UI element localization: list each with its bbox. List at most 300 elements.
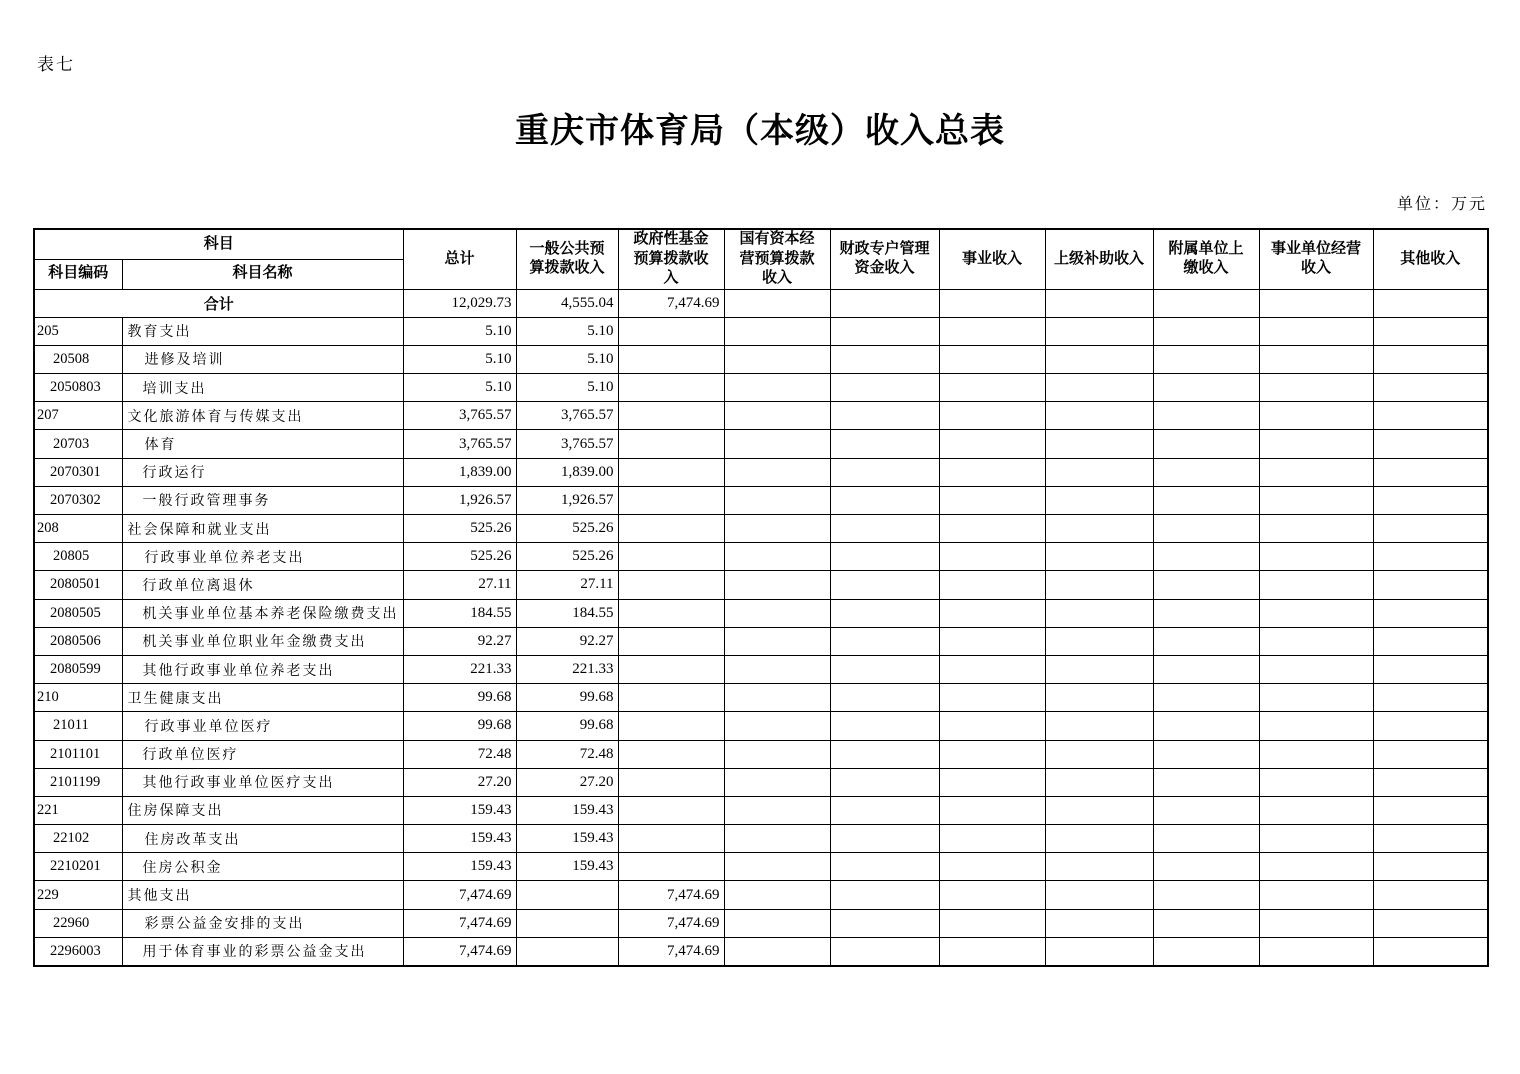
value-cell — [724, 599, 830, 627]
sheet-number-label: 表七 — [37, 55, 75, 74]
value-cell — [1259, 796, 1373, 824]
table-row — [34, 684, 1488, 712]
column-header: 附属单位上缴收入 — [1153, 229, 1259, 289]
value-cell — [1373, 712, 1488, 740]
value-cell — [1373, 684, 1488, 712]
column-header: 一般公共预算拨款收入 — [516, 229, 618, 289]
value-cell: 27.11 — [403, 571, 516, 599]
value-cell: 184.55 — [516, 599, 618, 627]
value-cell — [1373, 937, 1488, 965]
value-cell: 221.33 — [516, 655, 618, 683]
value-cell: 7,474.69 — [403, 881, 516, 909]
subject-name-cell: 行政运行 — [122, 458, 403, 486]
value-cell: 99.68 — [403, 684, 516, 712]
value-cell — [1045, 937, 1153, 965]
subject-name-cell: 教育支出 — [122, 317, 403, 345]
value-cell — [1045, 430, 1153, 458]
header-row-subject — [34, 229, 1488, 259]
value-cell — [939, 796, 1045, 824]
value-cell — [724, 458, 830, 486]
subject-name-cell: 其他行政事业单位养老支出 — [122, 655, 403, 683]
value-cell — [1373, 853, 1488, 881]
subject-code-cell: 22102 — [34, 825, 122, 853]
value-cell — [1373, 627, 1488, 655]
value-cell: 159.43 — [516, 796, 618, 824]
value-cell — [939, 909, 1045, 937]
subject-name-cell: 文化旅游体育与传媒支出 — [122, 402, 403, 430]
value-cell — [724, 515, 830, 543]
value-cell — [1045, 909, 1153, 937]
value-cell — [830, 543, 939, 571]
value-cell — [939, 740, 1045, 768]
value-cell — [1045, 881, 1153, 909]
value-cell — [618, 740, 724, 768]
value-cell — [1373, 655, 1488, 683]
value-cell — [830, 345, 939, 373]
value-cell — [516, 937, 618, 965]
value-cell — [1259, 515, 1373, 543]
column-header: 国有资本经营预算拨款收入 — [724, 229, 830, 289]
value-cell: 7,474.69 — [403, 909, 516, 937]
value-cell — [724, 796, 830, 824]
value-cell — [830, 712, 939, 740]
value-cell — [830, 458, 939, 486]
subject-name-cell: 行政事业单位医疗 — [122, 712, 403, 740]
value-cell: 72.48 — [516, 740, 618, 768]
total-value-cell — [1153, 289, 1259, 317]
value-cell — [830, 486, 939, 514]
value-cell — [1045, 853, 1153, 881]
value-cell — [830, 825, 939, 853]
column-header: 上级补助收入 — [1045, 229, 1153, 289]
value-cell — [1153, 740, 1259, 768]
value-cell — [618, 515, 724, 543]
subject-name-cell: 一般行政管理事务 — [122, 486, 403, 514]
subject-name-cell: 住房公积金 — [122, 853, 403, 881]
value-cell — [1045, 825, 1153, 853]
value-cell — [1373, 825, 1488, 853]
value-cell — [1045, 796, 1153, 824]
value-cell: 1,839.00 — [516, 458, 618, 486]
header-subject: 科目 — [34, 229, 403, 259]
value-cell — [724, 768, 830, 796]
subject-code-cell: 2101101 — [34, 740, 122, 768]
subject-code-cell: 2296003 — [34, 937, 122, 965]
value-cell — [939, 515, 1045, 543]
value-cell: 7,474.69 — [618, 937, 724, 965]
table-row — [34, 627, 1488, 655]
value-cell — [1153, 402, 1259, 430]
value-cell — [618, 317, 724, 345]
value-cell: 525.26 — [516, 543, 618, 571]
value-cell — [618, 458, 724, 486]
value-cell: 525.26 — [403, 515, 516, 543]
value-cell: 92.27 — [516, 627, 618, 655]
value-cell: 27.20 — [516, 768, 618, 796]
value-cell — [1259, 937, 1373, 965]
value-cell: 5.10 — [516, 374, 618, 402]
value-cell — [1153, 599, 1259, 627]
unit-note: 单位：万元 — [1396, 196, 1487, 213]
value-cell — [830, 853, 939, 881]
table-row — [34, 430, 1488, 458]
column-header: 总计 — [403, 229, 516, 289]
value-cell: 7,474.69 — [618, 881, 724, 909]
value-cell: 525.26 — [403, 543, 516, 571]
value-cell — [1045, 684, 1153, 712]
value-cell — [1259, 684, 1373, 712]
value-cell — [939, 345, 1045, 373]
value-cell — [724, 825, 830, 853]
value-cell — [1259, 486, 1373, 514]
value-cell — [1373, 543, 1488, 571]
value-cell — [830, 684, 939, 712]
value-cell: 1,926.57 — [516, 486, 618, 514]
subject-code-cell: 2210201 — [34, 853, 122, 881]
subject-code-cell: 20508 — [34, 345, 122, 373]
value-cell: 184.55 — [403, 599, 516, 627]
table-row — [34, 374, 1488, 402]
value-cell — [724, 909, 830, 937]
value-cell — [1373, 430, 1488, 458]
value-cell — [1373, 740, 1488, 768]
subject-name-cell: 住房保障支出 — [122, 796, 403, 824]
table-row — [34, 515, 1488, 543]
value-cell — [939, 543, 1045, 571]
subject-name-cell: 培训支出 — [122, 374, 403, 402]
value-cell — [1259, 543, 1373, 571]
value-cell — [1153, 909, 1259, 937]
income-summary-table — [33, 228, 1489, 967]
value-cell — [1153, 627, 1259, 655]
value-cell — [1373, 571, 1488, 599]
table-row — [34, 881, 1488, 909]
value-cell — [830, 768, 939, 796]
value-cell — [1153, 345, 1259, 373]
value-cell — [1259, 374, 1373, 402]
value-cell — [1259, 909, 1373, 937]
table-row — [34, 768, 1488, 796]
subject-code-cell: 2070301 — [34, 458, 122, 486]
subject-name-cell: 社会保障和就业支出 — [122, 515, 403, 543]
value-cell — [1259, 853, 1373, 881]
value-cell — [830, 317, 939, 345]
total-value-cell — [724, 289, 830, 317]
subject-code-cell: 2080501 — [34, 571, 122, 599]
value-cell — [618, 627, 724, 655]
value-cell — [724, 345, 830, 373]
subject-name-cell: 其他支出 — [122, 881, 403, 909]
value-cell — [1373, 909, 1488, 937]
value-cell — [939, 684, 1045, 712]
subject-name-cell: 机关事业单位基本养老保险缴费支出 — [122, 599, 403, 627]
total-value-cell: 12,029.73 — [403, 289, 516, 317]
value-cell — [1153, 317, 1259, 345]
value-cell — [1153, 881, 1259, 909]
value-cell — [724, 317, 830, 345]
value-cell — [618, 684, 724, 712]
value-cell — [1153, 374, 1259, 402]
value-cell — [1153, 796, 1259, 824]
value-cell: 27.11 — [516, 571, 618, 599]
value-cell — [618, 712, 724, 740]
subject-code-cell: 2101199 — [34, 768, 122, 796]
value-cell — [1373, 486, 1488, 514]
value-cell — [830, 740, 939, 768]
value-cell — [1153, 768, 1259, 796]
value-cell — [1259, 655, 1373, 683]
value-cell — [1259, 768, 1373, 796]
value-cell — [618, 345, 724, 373]
value-cell: 99.68 — [403, 712, 516, 740]
value-cell — [1153, 486, 1259, 514]
column-header: 事业单位经营收入 — [1259, 229, 1373, 289]
value-cell — [939, 937, 1045, 965]
total-value-cell: 7,474.69 — [618, 289, 724, 317]
value-cell — [939, 825, 1045, 853]
value-cell — [1045, 458, 1153, 486]
value-cell — [1045, 571, 1153, 599]
value-cell: 159.43 — [403, 853, 516, 881]
value-cell — [1259, 881, 1373, 909]
value-cell — [939, 712, 1045, 740]
value-cell — [1153, 515, 1259, 543]
table-row — [34, 486, 1488, 514]
table-row — [34, 909, 1488, 937]
value-cell — [830, 374, 939, 402]
subject-name-cell: 用于体育事业的彩票公益金支出 — [122, 937, 403, 965]
table-row — [34, 740, 1488, 768]
total-value-cell — [830, 289, 939, 317]
value-cell — [939, 599, 1045, 627]
value-cell — [618, 374, 724, 402]
value-cell — [1045, 317, 1153, 345]
subject-name-cell: 其他行政事业单位医疗支出 — [122, 768, 403, 796]
value-cell — [724, 486, 830, 514]
subject-name-cell: 行政事业单位养老支出 — [122, 543, 403, 571]
table-row — [34, 599, 1488, 627]
value-cell — [618, 430, 724, 458]
value-cell — [830, 937, 939, 965]
column-header: 其他收入 — [1373, 229, 1488, 289]
subject-code-cell: 210 — [34, 684, 122, 712]
value-cell — [1373, 402, 1488, 430]
value-cell: 159.43 — [403, 825, 516, 853]
value-cell — [830, 430, 939, 458]
value-cell — [618, 486, 724, 514]
value-cell — [1373, 768, 1488, 796]
value-cell — [1259, 345, 1373, 373]
subject-code-cell: 208 — [34, 515, 122, 543]
value-cell — [830, 796, 939, 824]
value-cell — [724, 881, 830, 909]
value-cell — [618, 853, 724, 881]
value-cell: 7,474.69 — [618, 909, 724, 937]
subject-name-cell: 住房改革支出 — [122, 825, 403, 853]
subject-code-cell: 20805 — [34, 543, 122, 571]
value-cell — [724, 937, 830, 965]
value-cell — [1259, 430, 1373, 458]
value-cell — [724, 655, 830, 683]
table-row — [34, 712, 1488, 740]
value-cell: 3,765.57 — [403, 430, 516, 458]
subject-code-cell: 229 — [34, 881, 122, 909]
value-cell — [1045, 515, 1153, 543]
value-cell: 5.10 — [403, 317, 516, 345]
value-cell — [1373, 796, 1488, 824]
value-cell: 1,839.00 — [403, 458, 516, 486]
total-row-label: 合计 — [34, 289, 403, 317]
value-cell — [939, 374, 1045, 402]
value-cell — [1373, 374, 1488, 402]
subject-code-cell: 21011 — [34, 712, 122, 740]
subject-code-cell: 205 — [34, 317, 122, 345]
value-cell — [618, 796, 724, 824]
value-cell: 3,765.57 — [516, 402, 618, 430]
subject-code-cell: 20703 — [34, 430, 122, 458]
table-row — [34, 571, 1488, 599]
table-row — [34, 317, 1488, 345]
value-cell: 5.10 — [403, 345, 516, 373]
value-cell — [1153, 430, 1259, 458]
value-cell — [830, 655, 939, 683]
value-cell: 159.43 — [403, 796, 516, 824]
total-value-cell — [1373, 289, 1488, 317]
value-cell — [618, 768, 724, 796]
value-cell — [830, 571, 939, 599]
subject-name-cell: 卫生健康支出 — [122, 684, 403, 712]
value-cell — [1373, 881, 1488, 909]
value-cell: 221.33 — [403, 655, 516, 683]
value-cell — [939, 486, 1045, 514]
column-header: 政府性基金预算拨款收入 — [618, 229, 724, 289]
total-value-cell — [1259, 289, 1373, 317]
value-cell — [618, 571, 724, 599]
value-cell: 5.10 — [516, 345, 618, 373]
value-cell — [830, 515, 939, 543]
value-cell: 7,474.69 — [403, 937, 516, 965]
value-cell — [830, 402, 939, 430]
value-cell — [830, 599, 939, 627]
value-cell — [1259, 627, 1373, 655]
total-value-cell — [1045, 289, 1153, 317]
value-cell — [939, 853, 1045, 881]
value-cell — [939, 571, 1045, 599]
subject-code-cell: 2080506 — [34, 627, 122, 655]
value-cell — [516, 909, 618, 937]
table-row — [34, 655, 1488, 683]
value-cell: 5.10 — [516, 317, 618, 345]
value-cell — [724, 740, 830, 768]
value-cell: 525.26 — [516, 515, 618, 543]
value-cell: 5.10 — [403, 374, 516, 402]
value-cell — [939, 881, 1045, 909]
value-cell — [830, 627, 939, 655]
value-cell — [1045, 345, 1153, 373]
value-cell — [939, 402, 1045, 430]
value-cell — [1259, 458, 1373, 486]
value-cell — [724, 374, 830, 402]
value-cell — [724, 712, 830, 740]
value-cell — [939, 430, 1045, 458]
value-cell — [1153, 655, 1259, 683]
value-cell — [724, 853, 830, 881]
value-cell — [618, 825, 724, 853]
value-cell — [1045, 712, 1153, 740]
subject-code-cell: 207 — [34, 402, 122, 430]
value-cell — [1259, 712, 1373, 740]
value-cell — [939, 627, 1045, 655]
value-cell — [1259, 317, 1373, 345]
value-cell — [618, 655, 724, 683]
value-cell — [1153, 543, 1259, 571]
subject-code-cell: 2050803 — [34, 374, 122, 402]
value-cell: 159.43 — [516, 853, 618, 881]
value-cell — [1045, 374, 1153, 402]
header-subject-code: 科目编码 — [34, 259, 122, 289]
value-cell — [939, 317, 1045, 345]
value-cell — [724, 430, 830, 458]
value-cell — [1045, 655, 1153, 683]
value-cell — [1373, 317, 1488, 345]
subject-name-cell: 机关事业单位职业年金缴费支出 — [122, 627, 403, 655]
value-cell — [1153, 684, 1259, 712]
value-cell — [1045, 402, 1153, 430]
value-cell — [1153, 825, 1259, 853]
table-row — [34, 796, 1488, 824]
value-cell — [1045, 627, 1153, 655]
value-cell — [830, 909, 939, 937]
column-header: 事业收入 — [939, 229, 1045, 289]
value-cell — [939, 768, 1045, 796]
page-title: 重庆市体育局（本级）收入总表 — [515, 113, 1005, 150]
subject-name-cell: 行政单位离退休 — [122, 571, 403, 599]
value-cell — [1153, 571, 1259, 599]
table-row — [34, 543, 1488, 571]
table-row — [34, 853, 1488, 881]
subject-name-cell: 体育 — [122, 430, 403, 458]
total-value-cell — [939, 289, 1045, 317]
value-cell — [724, 543, 830, 571]
value-cell — [1045, 543, 1153, 571]
value-cell — [1045, 599, 1153, 627]
table-row — [34, 825, 1488, 853]
value-cell — [1259, 599, 1373, 627]
header-subject-name: 科目名称 — [122, 259, 403, 289]
value-cell — [1259, 825, 1373, 853]
value-cell — [618, 599, 724, 627]
value-cell — [939, 458, 1045, 486]
value-cell — [516, 881, 618, 909]
table-row — [34, 345, 1488, 373]
subject-name-cell: 彩票公益金安排的支出 — [122, 909, 403, 937]
value-cell — [1259, 740, 1373, 768]
value-cell — [1153, 458, 1259, 486]
value-cell — [618, 402, 724, 430]
value-cell: 92.27 — [403, 627, 516, 655]
subject-name-cell: 进修及培训 — [122, 345, 403, 373]
value-cell — [1153, 853, 1259, 881]
subject-code-cell: 2080599 — [34, 655, 122, 683]
value-cell — [1045, 486, 1153, 514]
value-cell — [939, 655, 1045, 683]
subject-code-cell: 2070302 — [34, 486, 122, 514]
column-header: 财政专户管理资金收入 — [830, 229, 939, 289]
subject-code-cell: 22960 — [34, 909, 122, 937]
value-cell — [1153, 937, 1259, 965]
value-cell — [1373, 458, 1488, 486]
value-cell — [1373, 515, 1488, 543]
